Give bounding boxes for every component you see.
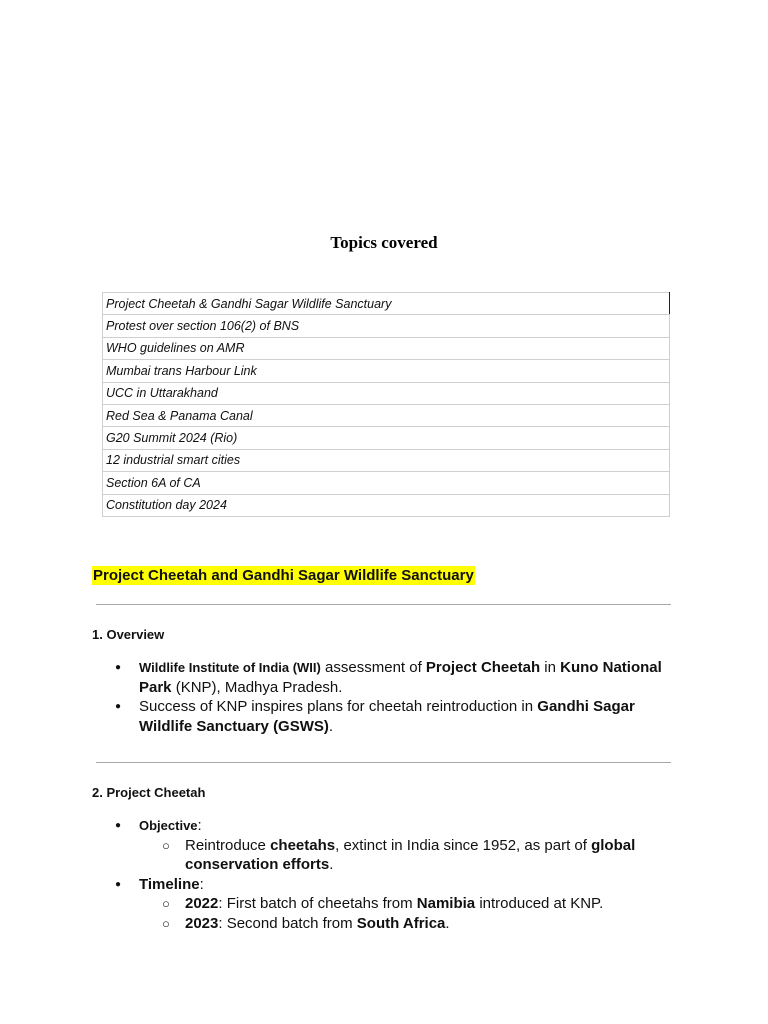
table-row <box>103 494 670 516</box>
topic-cell: Section 6A of CA <box>103 472 670 494</box>
table-row <box>103 337 670 359</box>
table-row <box>103 404 670 426</box>
table-row <box>103 449 670 471</box>
topics-title: Topics covered <box>330 233 438 252</box>
table-row <box>103 427 670 449</box>
topic-cell: G20 Summit 2024 (Rio) <box>103 427 670 449</box>
topics-table <box>102 292 670 517</box>
topic-cell: Project Cheetah & Gandhi Sagar Wildlife Sanctuary <box>103 293 670 315</box>
topic-cell: Constitution day 2024 <box>103 494 670 516</box>
list-item: ● Success of KNP inspires plans for cheetah reintroduction in Gandhi Sagar Wildlife Sanctuary (GSWS). <box>92 697 662 736</box>
table-row <box>103 360 670 382</box>
list-item: ○ 2022: First batch of cheetahs from Namibia introduced at KNP. <box>139 894 662 914</box>
list-item: ● Timeline: ○ 2022: First batch of cheetahs from Namibia introduced at KNP. ○ 2023: Second batch from South Africa. <box>92 875 662 934</box>
table-row <box>103 472 670 494</box>
list-item: ● Objective: ○ Reintroduce cheetahs, extinct in India since 1952, as part of global conservation efforts. <box>92 816 662 875</box>
divider <box>96 604 671 605</box>
topic-cell: Red Sea & Panama Canal <box>103 404 670 426</box>
list-item: ○ 2023: Second batch from South Africa. <box>139 914 662 934</box>
project-heading: 2. Project Cheetah <box>92 785 206 800</box>
table-row <box>103 382 670 404</box>
table-row <box>103 315 670 337</box>
topic-cell: Mumbai trans Harbour Link <box>103 360 670 382</box>
topic-cell: Protest over section 106(2) of BNS <box>103 315 670 337</box>
timeline-sublist <box>139 894 662 933</box>
objective-sublist <box>139 836 662 875</box>
list-item: ○ Reintroduce cheetahs, extinct in India since 1952, as part of global conservation efforts. <box>139 836 662 875</box>
topic-cell: 12 industrial smart cities <box>103 449 670 471</box>
section-title: Project Cheetah and Gandhi Sagar Wildlife Sanctuary <box>93 567 474 584</box>
project-list <box>92 816 662 933</box>
topic-cell: WHO guidelines on AMR <box>103 337 670 359</box>
list-item: ● Wildlife Institute of India (WII) assessment of Project Cheetah in Kuno National Park (KNP), Madhya Pradesh. <box>92 658 662 697</box>
table-row <box>103 293 670 315</box>
overview-heading: 1. Overview <box>92 627 165 642</box>
topic-cell: UCC in Uttarakhand <box>103 382 670 404</box>
overview-list <box>92 658 662 736</box>
divider <box>96 762 671 763</box>
